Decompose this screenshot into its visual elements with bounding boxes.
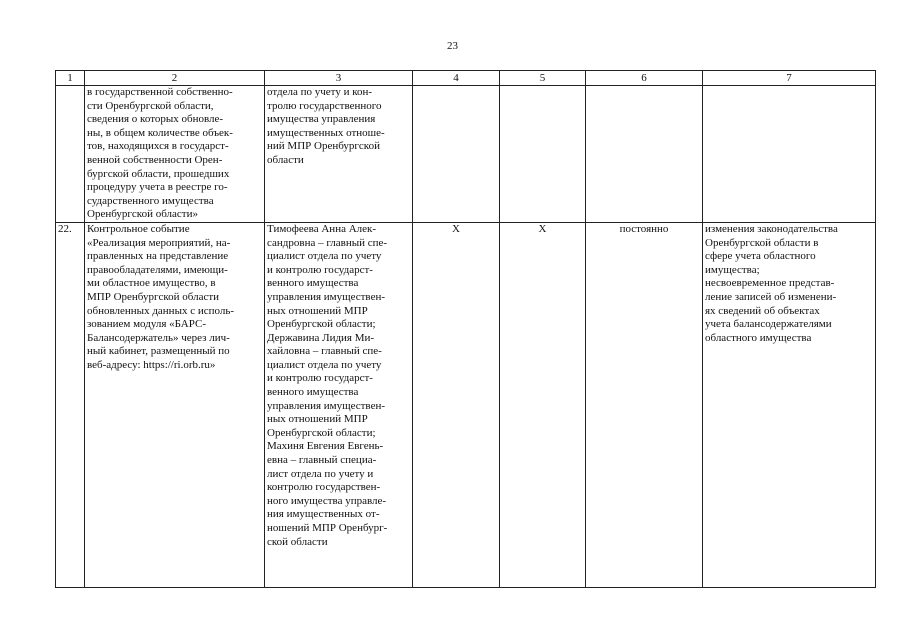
page-number: 23 (447, 40, 458, 52)
col4-cell: Х (413, 222, 500, 587)
header-col-6: 6 (586, 71, 703, 86)
header-col-3: 3 (265, 71, 413, 86)
table-row (56, 86, 876, 223)
event-description-text: в государственной собственно- сти Оренбургской области, сведения о которых обновле- ны, в общем количестве объек- тов, находящихся в государст- венной собственности Орен- бургской области, прошедших процедуру учета в реестре го- сударственного имущества Оренбургской области» (87, 86, 233, 221)
row-number-cell (56, 86, 85, 223)
responsible-text: Тимофеева Анна Алек- сандровна – главный спе- циалист отдела по учету и контролю государст- венного имущества управления имуществен- ных отношений МПР Оренбургской области; Державина Лидия Ми- хайловна – главный спе- циалист отдела по учету и контролю государст- венного имущества управления имуществен- ных отношений МПР Оренбургской области; Махиня Евгения Евгень- евна – главный специа- лист отдела по учету и контролю государствен- ного имущества управле- ния имущественных от- ношений МПР Оренбург- ской области (267, 222, 388, 548)
table-row (56, 222, 876, 587)
header-col-7: 7 (703, 71, 876, 86)
event-description-cell (85, 86, 265, 223)
event-description-text: Контрольное событие «Реализация мероприятий, на- правленных на представление правообладателями, имеющи- ми областное имущество, в МПР Оренбургской области обновленных данных с исполь- зованием модуля «БАРС- Балансодержатель» через лич- ный кабинет, размещенный по веб-адресу: https://ri.orb.ru» (87, 222, 235, 371)
deadline-cell: постоянно (586, 222, 703, 587)
risks-cell (703, 222, 876, 587)
table-header-row (56, 71, 876, 86)
header-col-5: 5 (500, 71, 586, 86)
header-col-4: 4 (413, 71, 500, 86)
row-number-cell: 22. (56, 222, 85, 587)
col4-cell (413, 86, 500, 223)
responsible-text: отдела по учету и кон- тролю государственного имущества управления имущественных отноше- ний МПР Оренбургской области (267, 86, 385, 166)
responsible-cell (265, 222, 413, 587)
header-col-1: 1 (56, 71, 85, 86)
deadline-cell (586, 86, 703, 223)
event-description-cell (85, 222, 265, 587)
header-col-2: 2 (85, 71, 265, 86)
col5-cell (500, 86, 586, 223)
risks-text: изменения законодательства Оренбургской области в сфере учета областного имущества; несвоевременное представ- ление записей об изменени- ях сведений об объектах учета балансодержателями областного имущества (705, 222, 838, 344)
risks-cell (703, 86, 876, 223)
col5-cell: Х (500, 222, 586, 587)
measures-table (55, 70, 876, 588)
responsible-cell (265, 86, 413, 223)
